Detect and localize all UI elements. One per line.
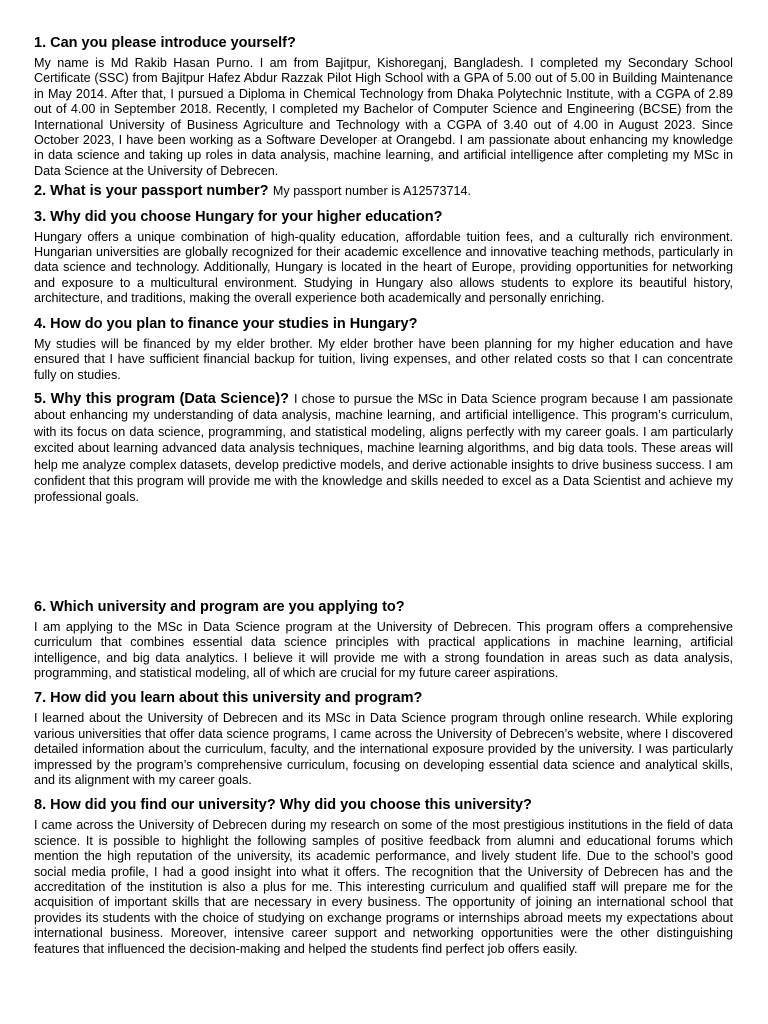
question-heading: 2. What is your passport number?: [34, 183, 269, 200]
section-4: [34, 315, 733, 383]
answer-paragraph: My name is Md Rakib Hasan Purno. I am from Bajitpur, Kishoreganj, Bangladesh. I completed my Secondary School Certificate (SSC) from Bajitpur Hafez Abdur Razzak Pilot High School with a GPA of 5.00 out of 5.00 in Building Maintenance in May 2014. After that, I pursued a Diploma in Chemical Technology from Dhaka Polytechnic Institute, with a CGPA of 2.89 out of 4.00 in September 2018. Recently, I completed my Bachelor of Computer Science and Engineering (BCSE) from the International University of Business Agriculture and Technology with a CGPA of 3.40 out of 4.00 in August 2023. Since October 2023, I have been working as a Software Developer at Orangebd. I am passionate about enhancing my knowledge in data science and taking up roles in data analysis, machine learning, and artificial intelligence after completing my MSc in Data Science at the University of Debrecen.: [34, 56, 733, 178]
page-gap: [34, 510, 733, 598]
answer-paragraph: I came across the University of Debrecen during my research on some of the most prestigious institutions in the field of data science. It is possible to highlight the following samples of positive feedback from alumni and educational forums which mention the high reputation of the university, its academic performance, and lively student life. Due to the school’s good social media profile, I had a good insight into what it offers. The recognition that the University of Debrecen has and the accreditation of the institution is also a plus for me. This interesting curriculum and qualified staff will prepare me for the acquisition of important skills that are necessary in every business. The opportunity of joining an international school that provides its students with the choice of studying on exchange programs or internships abroad meets my expectations about international business. Moreover, intensive career support and networking opportunities were the other distinguishing features that influenced the decision-making and helped the students find perfect job offers easily.: [34, 818, 733, 956]
question-heading: 3. Why did you choose Hungary for your higher education?: [34, 208, 443, 225]
answer-text: I chose to pursue the MSc in Data Science program because I am passionate about enhancing my understanding of data analysis, machine learning, and artificial intelligence. This program’s curriculum, with its focus on data science, programming, and statistical modeling, aligns perfectly with my career goals. I am particularly excited about learning advanced data analysis techniques, machine learning algorithms, and big data tools. These areas will help me analyze complex datasets, develop predictive models, and derive actionable insights to drive business success. I am confident that this program will provide me with the knowledge and skills needed to excel as a Data Scientist and achieve my professional goals.: [34, 391, 733, 505]
question-heading: 8. How did you find our university? Why did you choose this university?: [34, 797, 532, 814]
answer-paragraph: Hungary offers a unique combination of high-quality education, affordable tuition fees, and a culturally rich environment. Hungarian universities are globally recognized for their academic excellence and innovative teaching methods, particularly in data science and technology. Additionally, Hungary is located in the heart of Europe, providing opportunities for networking and exposure to a multicultural environment. Studying in Hungary also allows students to explore its beautiful history, architecture, and traditions, making the overall experience both academically and personally enriching.: [34, 229, 733, 306]
section-6: [34, 598, 733, 682]
section-5: [34, 391, 733, 506]
question-heading: 7. How did you learn about this university and program?: [34, 690, 423, 707]
answer-paragraph: I am applying to the MSc in Data Science program at the University of Debrecen. This program offers a comprehensive curriculum that combines essential data science principles with practical applications in machine learning, artificial intelligence, and big data analytics. I believe it will provide me with a strong foundation in areas such as data analysis, programming, and statistical modeling, all of which are crucial for my future career aspirations.: [34, 619, 733, 680]
section-8: [34, 796, 733, 957]
answer-paragraph: My studies will be financed by my elder brother. My elder brother have been planning for my higher education and have ensured that I have sufficient financial backup for tuition, living expenses, and other related costs so that I can concentrate fully on studies.: [34, 336, 733, 382]
question-heading: 5. Why this program (Data Science)?: [34, 390, 289, 407]
question-heading: 1. Can you please introduce yourself?: [34, 35, 296, 51]
section-7: [34, 689, 733, 788]
question-heading: 6. Which university and program are you applying to?: [34, 598, 405, 615]
answer-paragraph: I learned about the University of Debrecen and its MSc in Data Science program through online research. While exploring various universities that offer data science programs, I came across the University of Debrecen’s website, where I discovered detailed information about the curriculum, faculty, and the international exposure provided by the university. I was particularly impressed by the program’s comprehensive curriculum, focusing on developing essential data science and analytical skills, and its alignment with my career goals.: [34, 711, 733, 787]
section-2: [34, 183, 733, 199]
document-page: [34, 34, 733, 961]
section-1: [34, 34, 733, 179]
section-3: [34, 208, 733, 307]
answer-text: My passport number is A12573714.: [272, 184, 472, 199]
question-heading: 4. How do you plan to finance your studies in Hungary?: [34, 315, 418, 332]
